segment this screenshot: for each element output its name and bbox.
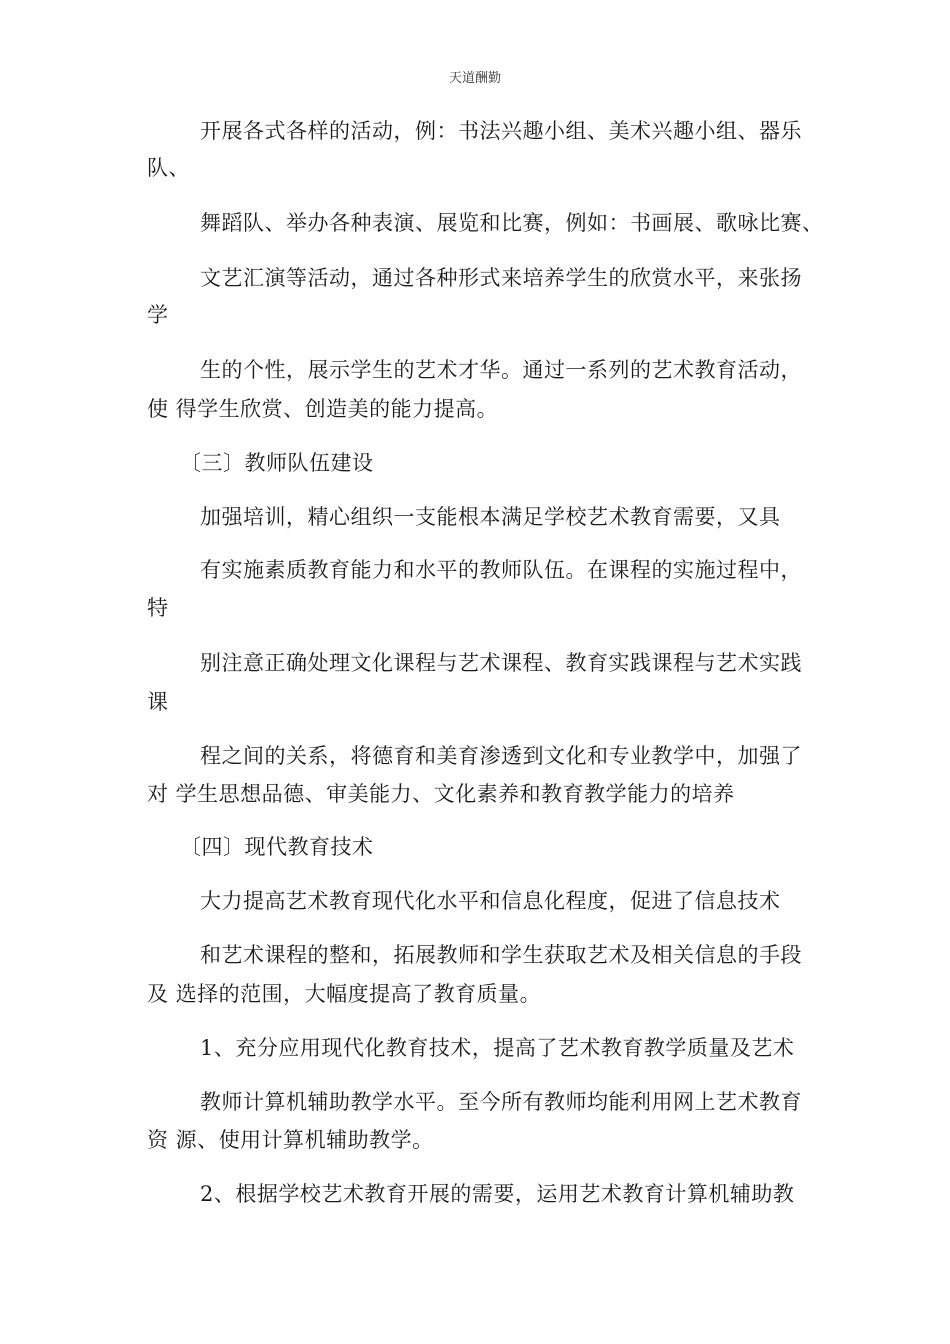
section-heading: 〔四〕现代教育技术 [180,835,374,859]
body-line: 教师计算机辅助教学水平。至今所有教师均能利用网上艺术教育 [200,1090,802,1114]
body-line: 1、充分应用现代化教育技术，提高了艺术教育教学质量及艺术 [200,1036,795,1060]
body-line: 资 源、使用计算机辅助教学。 [147,1128,434,1152]
body-line: 2、根据学校艺术教育开展的需要，运用艺术教育计算机辅助教 [200,1182,795,1206]
page-header: 天道酬勤 [448,71,501,86]
body-line: 别注意正确处理文化课程与艺术课程、教育实践课程与艺术实践 [200,651,802,675]
body-line: 文艺汇演等活动，通过各种形式来培养学生的欣赏水平，来张扬 [200,266,802,290]
body-line: 有实施素质教育能力和水平的教师队伍。在课程的实施过程中， [200,558,802,582]
body-line: 程之间的关系，将德育和美育渗透到文化和专业教学中，加强了 [200,744,802,768]
section-heading: 〔三〕教师队伍建设 [180,451,374,475]
body-line: 大力提高艺术教育现代化水平和信息化程度，促进了信息技术 [200,889,781,913]
body-line: 生的个性，展示学生的艺术才华。通过一系列的艺术教育活动， [200,358,802,382]
body-line: 使 得学生欣赏、创造美的能力提高。 [147,397,499,421]
body-line: 特 [147,596,169,620]
body-line: 对 学生思想品德、审美能力、文化素养和教育教学能力的培养 [147,782,735,806]
body-line: 和艺术课程的整和，拓展教师和学生获取艺术及相关信息的手段 [200,943,802,967]
body-line: 加强培训，精心组织一支能根本满足学校艺术教育需要，又具 [200,505,781,529]
body-line: 学 [147,303,169,327]
body-line: 课 [147,690,169,714]
body-line: 开展各式各样的活动，例：书法兴趣小组、美术兴趣小组、器乐 [200,119,802,143]
body-line: 及 选择的范围，大幅度提高了教育质量。 [147,982,542,1006]
body-line: 舞蹈队、举办各种表演、展览和比赛，例如：书画展、歌咏比赛、 [200,211,824,235]
body-line: 队、 [147,156,190,180]
